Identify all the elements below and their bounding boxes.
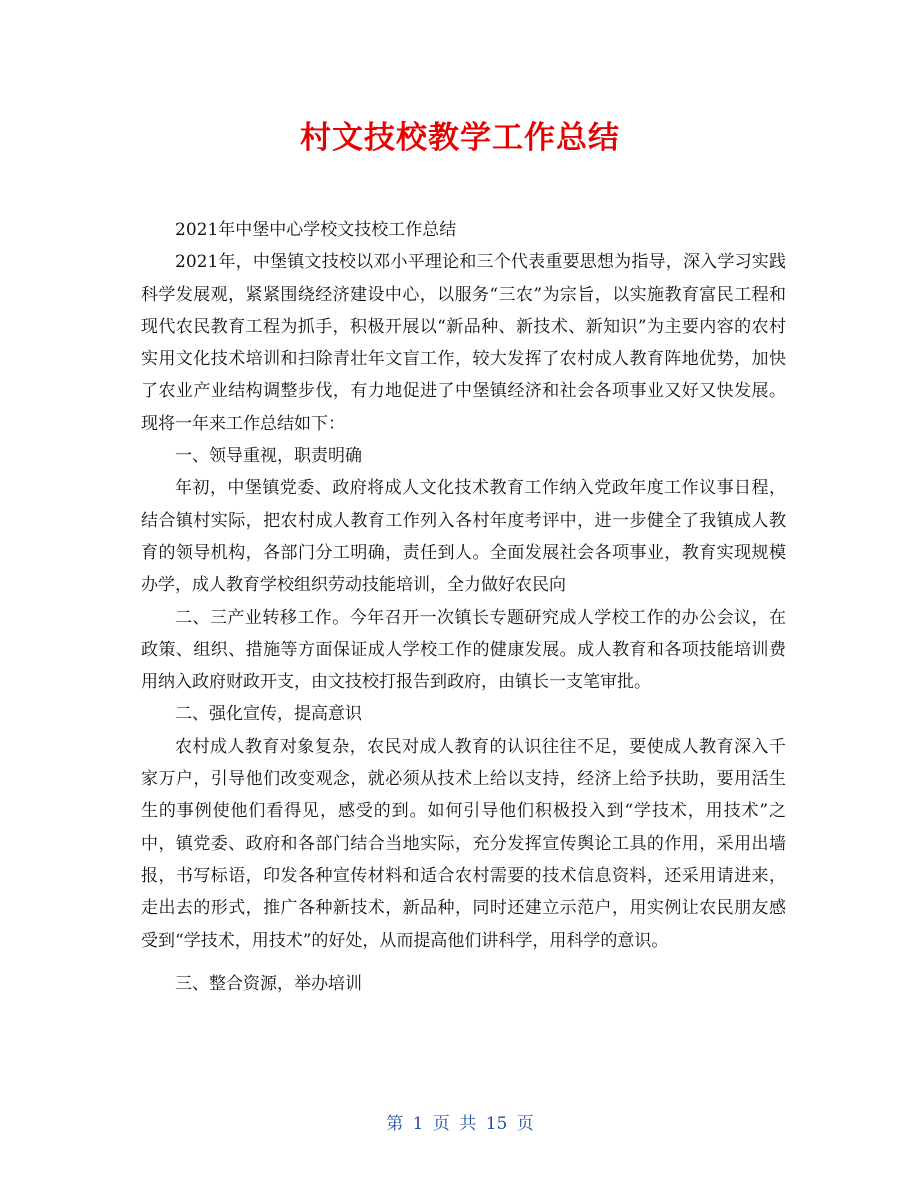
section-heading-2: 二、强化宣传，提高意识 <box>175 704 362 725</box>
document-title: 村文技校教学工作总结 <box>300 120 620 156</box>
section-heading-3: 三、整合资源，举办培训 <box>175 973 362 994</box>
intro-paragraph: 2021年，中堡镇文技校以邓小平理论和三个代表重要思想为指导，深入学习实践科学发展观，紧紧围绕经济建设中心，以服务“三农”为宗旨，以实施教育富民工程和现代农民教育工程为抓手，积极开展以“新品种、新技术、新知识”为主要内容的农村实用文化技术培训和扫除青壮年文盲工作，较大发挥了农村成人教育阵地优势，加快了农业产业结构调整步伐，有力地促进了中堡镇经济和社会各项事业又好又快发展。现将一年来工作总结如下： <box>141 252 786 434</box>
body-paragraph: 农村成人教育对象复杂，农民对成人教育的认识往往不足，要使成人教育深入千家万户，引导他们改变观念，就必须从技术上给以支持，经济上给予扶助，要用活生生的事例使他们看得见，感受的到。如何引导他们积极投入到“学技术，用技术”之中，镇党委、政府和各部门结合当地实际，充分发挥宣传舆论工具的作用，采用出墙报，书写标语，印发各种宣传材料和适合农村需要的技术信息资料，还采用请进来，走出去的形式，推广各种新技术，新品种，同时还建立示范户，用实例让农民朋友感受到“学技术，用技术”的好处，从而提高他们讲科学，用科学的意识。 <box>141 736 786 951</box>
section-heading-1: 一、领导重视，职责明确 <box>175 446 362 467</box>
body-paragraph: 年初，中堡镇党委、政府将成人文化技术教育工作纳入党政年度工作议事日程，结合镇村实际，把农村成人教育工作列入各村年度考评中，进一步健全了我镇成人教育的领导机构，各部门分工明确，责任到人。全面发展社会各项事业，教育实现规模办学，成人教育学校组织劳动技能培训，全力做好农民向 <box>141 478 786 596</box>
subtitle-paragraph: 2021年中堡中心学校文技校工作总结 <box>175 220 457 240</box>
document-body <box>141 214 786 1000</box>
page-number-footer: 第 1 页 共 15 页 <box>386 1114 534 1134</box>
body-paragraph: 二、三产业转移工作。今年召开一次镇长专题研究成人学校工作的办公会议，在政策、组织、措施等方面保证成人学校工作的健康发展。成人教育和各项技能培训费用纳入政府财政开支，由文技校打报告到政府，由镇长一支笔审批。 <box>141 607 786 693</box>
